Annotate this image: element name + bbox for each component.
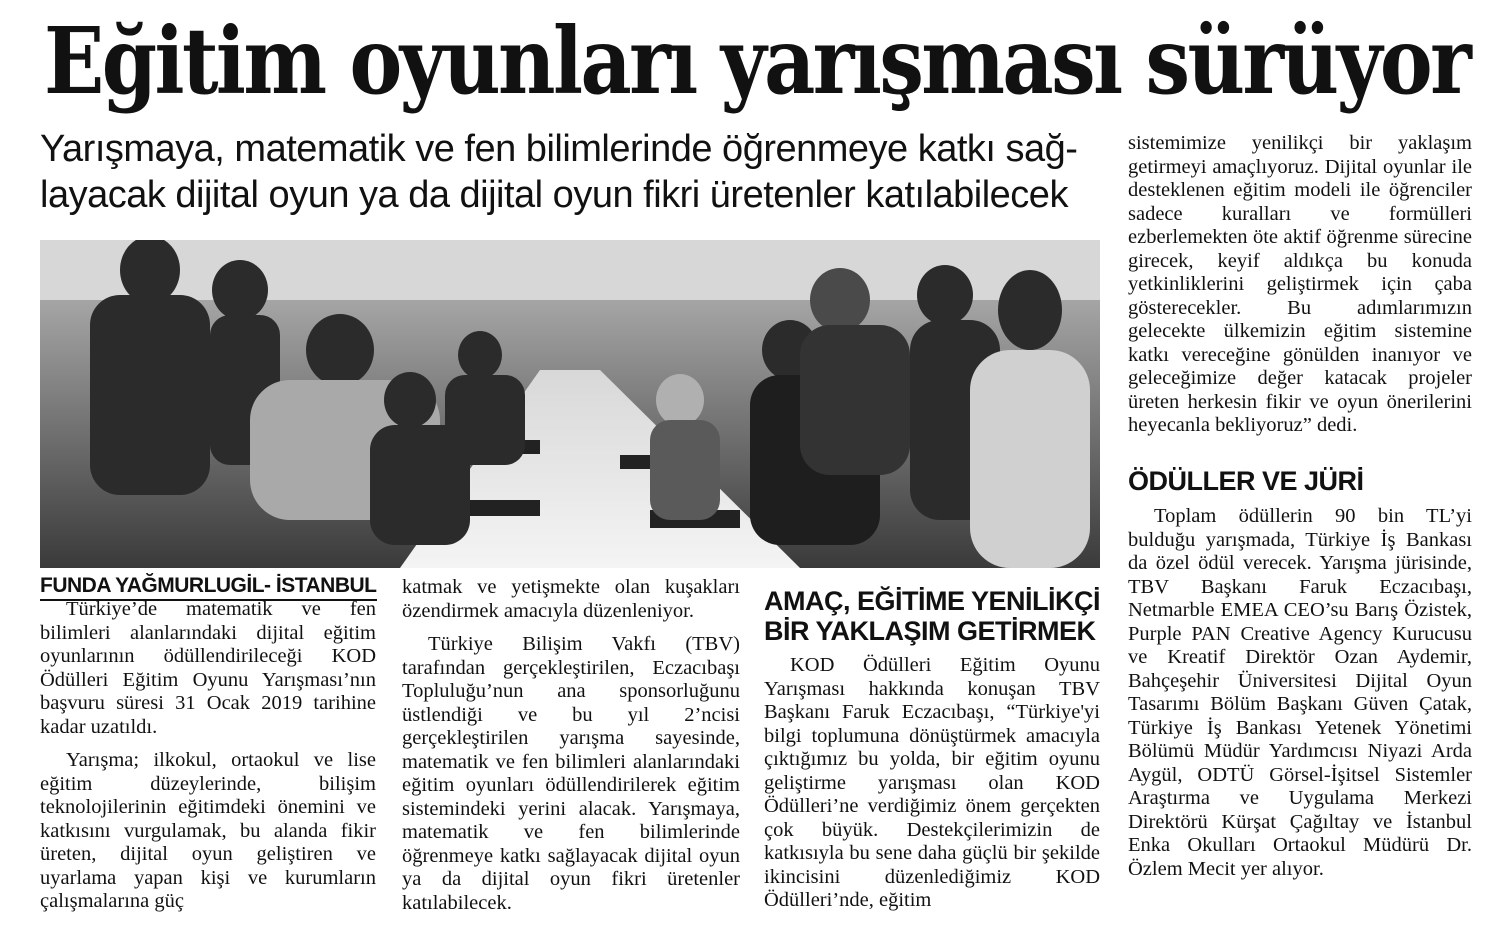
subheading-awards: ÖDÜLLER VE JÜRİ (1128, 466, 1364, 496)
subheading (764, 586, 1100, 646)
byline: FUNDA YAĞMURLUGİL- İSTANBUL (40, 574, 377, 601)
paragraph: katmak ve yetişmekte olan kuşakları özendirmek amacıyla düzenleniyor. (402, 576, 740, 622)
paragraph: Türkiye Bilişim Vakfı (TBV) tarafından gerçekleştirilen, Eczacıbaşı Topluluğu’nun ana sponsorluğunu üstlendiği ve bu yıl 2’ncisi gerçekleştirilen yarışma sayesinde, matematik ve fen bilimleri alanlarındaki eğitim oyunları ödüllendirilerek eğitim sistemindeki yerini alacak. Yarışmaya, matematik ve fen bilimlerinde öğrenmeye katkı sağlayacak dijital oyun ya da dijital oyun fikri üretenler katılabilecek. (402, 633, 740, 914)
paragraph: Yarışma; ilkokul, ortaokul ve lise eğitim düzeylerinde, bilişim teknolojilerinin eğitimdeki önemini ve katkısını vurgulamak, bu alanda fikir üreten, dijital oyun geliştiren ve uyarlama yapan kişi ve kurumların çalışmalarına güç (40, 749, 376, 912)
article-column-4 (1128, 132, 1472, 438)
paragraph: KOD Ödülleri Eğitim Oyunu Yarışması hakkında konuşan TBV Başkanı Faruk Eczacıbaşı, “Türkiye'yi bilgi toplumuna dönüştürmek amacıyla çıktığımız bu yolda, bir eğitim oyunu geliştirme yarışması olan KOD Ödülleri’ne verdiğimiz önem gerçekten çok büyük. Destekçilerimizin de katkısıyla bu sene daha güçlü bir şekilde ikincisini düzenlediğimiz KOD Ödülleri’nde, eğitim (764, 654, 1100, 911)
deck-line: layacak dijital oyun ya da dijital oyun fikri üretenler katılabilecek (40, 174, 1068, 216)
headline: Eğitim oyunları yarışması sürüyor (44, 7, 1470, 115)
article-column-2 (402, 576, 740, 915)
article-column-1 (40, 598, 376, 914)
news-photo (40, 240, 1100, 568)
paragraph: Toplam ödüllerin 90 bin TL’yi bulduğu yarışmada, Türkiye İş Bankası da özel ödül verecek. Yarışma jürisinde, TBV Başkanı Faruk Eczacıbaşı, Netmarble EMEA CEO’su Barış Özistek, Purple PAN Creative Agency Kurucusu ve Kreatif Direktör Ozan Aydemir, Bahçeşehir Üniversitesi Dijital Oyun Tasarımı Bölüm Başkanı Güven Çatak, Türkiye İş Bankası Yetenek Yönetimi Bölümü Müdür Yardımcısı Niyazi Arda Aygül, ODTÜ Görsel-İşitsel Sistemler Araştırma ve Uygulama Merkezi Direktörü Kürşat Çağıltay ve İstanbul Enka Okulları Ortaokul Müdürü Dr. Özlem Mecit yer alıyor. (1128, 505, 1472, 880)
article-column-5 (1128, 505, 1472, 881)
article-column-3 (764, 654, 1100, 913)
paragraph: Türkiye’de matematik ve fen bilimleri alanlarındaki dijital eğitim oyunlarının ödüllendirileceği KOD Ödülleri Eğitim Oyunu Yarışması’nın başvuru süresi 31 Ocak 2019 tarihine kadar uzatıldı. (40, 598, 376, 738)
paragraph: sistemimize yenilikçi bir yaklaşım getirmeyi amaçlıyoruz. Dijital oyunlar ile desteklenen eğitim modeli ile öğrenciler sadece kuralları ve formülleri ezberlemekten öte aktif öğrenme sürecine girecek, keyif aldıkça bu konuda yetkinliklerini geliştirmek için çaba gösterecekler. Bu adımlarımızın gelecekte ülkemizin eğitim sistemine katkı vereceğine gönülden inanıyor ve geleceğimize değer katacak projeler üreten herkesin fikir ve oyun önerilerini heyecanla bekliyoruz” dedi. (1128, 132, 1472, 436)
subheading-line: BİR YAKLAŞIM GETİRMEK (764, 616, 1096, 646)
deck (40, 126, 1110, 218)
subheading-line: AMAÇ, EĞİTİME YENİLİKÇİ (764, 586, 1101, 616)
deck-line: Yarışmaya, matematik ve fen bilimlerinde öğrenmeye katkı sağ- (40, 128, 1078, 170)
